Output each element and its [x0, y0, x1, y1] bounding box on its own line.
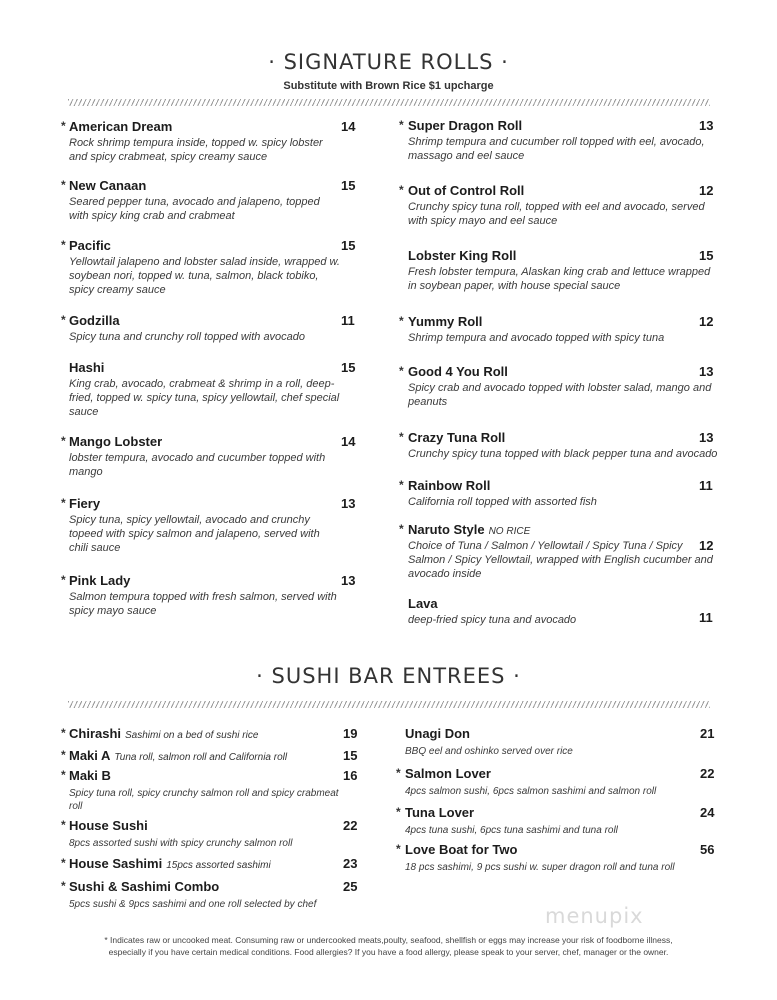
menu-item-price: 15: [699, 248, 714, 263]
menu-item-inline-desc: Sashimi on a bed of sushi rice: [125, 730, 259, 741]
menu-item-price: 25: [343, 879, 358, 894]
menu-item-name-text: Pink Lady: [69, 573, 131, 588]
signature-rolls-title: · SIGNATURE ROLLS ·: [268, 50, 509, 74]
menu-item: [396, 766, 695, 798]
menu-item-name-text: Unagi Don: [405, 726, 470, 741]
menupix-watermark: menupix: [545, 904, 644, 928]
menu-item: [61, 818, 339, 850]
menu-item-name-text: Fiery: [69, 496, 101, 511]
raw-indicator-star: *: [399, 364, 404, 378]
raw-indicator-star: *: [61, 748, 66, 762]
disclaimer-line-1: * Indicates raw or uncooked meat. Consuming raw or undercooked meats,poulty, seafood, shellfish or eggs may increase your risk of foodborne illness,: [104, 935, 673, 945]
menu-item: [396, 805, 695, 837]
menu-item-name-text: Hashi: [69, 360, 105, 375]
menu-item-description: BBQ eel and oshinko served over rice: [405, 746, 573, 757]
raw-indicator-star: *: [399, 522, 404, 536]
raw-indicator-star: *: [61, 178, 66, 192]
menu-item-name: [69, 434, 341, 449]
menu-item-name-text: Lobster King Roll: [408, 248, 517, 263]
menu-item-description: King crab, avocado, crabmeat & shrimp in a roll, deep-fried, topped w. spicy tuna, spicy yellowtail, chef special sauce: [69, 378, 340, 418]
menu-item: [399, 314, 720, 345]
raw-indicator-star: *: [61, 726, 66, 740]
menu-item-name: [405, 726, 695, 741]
menu-item: [396, 842, 695, 874]
menu-item-price: 11: [341, 313, 355, 328]
menu-item-name-text: New Canaan: [69, 178, 147, 193]
menu-item-name: [408, 248, 720, 263]
menu-item: [69, 360, 341, 419]
menu-item-name-text: Maki B: [69, 768, 111, 783]
raw-indicator-star: *: [61, 313, 66, 327]
menu-item-price: 13: [341, 496, 356, 511]
menu-item-name: [69, 360, 341, 375]
menu-item-price: 13: [699, 430, 714, 445]
menu-item-name: [69, 178, 341, 193]
menu-item: [61, 313, 341, 344]
menu-item-name: [69, 496, 341, 511]
menu-item-price: 16: [343, 768, 358, 783]
menu-item-price: 12: [699, 183, 714, 198]
menu-item-name-text: Yummy Roll: [408, 314, 483, 329]
menu-item-price: 22: [700, 766, 715, 781]
menu-item-description: 4pcs tuna sushi, 6pcs tuna sashimi and tuna roll: [405, 825, 618, 836]
menu-item: [61, 178, 341, 223]
menu-item: [61, 119, 341, 164]
menu-item-name-text: Love Boat for Two: [405, 842, 518, 857]
raw-indicator-star: *: [399, 478, 404, 492]
menu-item-description: Seared pepper tuna, avocado and jalapeno, topped with spicy king crab and crabmeat: [69, 196, 320, 222]
menu-item: [61, 879, 339, 911]
menu-item-name: [408, 364, 720, 379]
menu-item-price: 12: [699, 538, 714, 553]
menu-item: [61, 856, 339, 871]
menu-item-name: [69, 726, 339, 741]
menu-item-name-text: Tuna Lover: [405, 805, 475, 820]
menu-item-name: [69, 818, 339, 833]
menu-item-price: 23: [343, 856, 358, 871]
menu-item-price: 14: [341, 119, 356, 134]
menu-item-description: Shrimp tempura and avocado topped with spicy tuna: [408, 332, 665, 344]
menu-item-price: 24: [700, 805, 715, 820]
menu-item-name: [408, 118, 720, 133]
menu-item-description: 8pcs assorted sushi with spicy crunchy salmon roll: [69, 838, 293, 849]
menu-item-description: Spicy tuna and crunchy roll topped with avocado: [69, 331, 306, 343]
menu-item-price: 11: [699, 478, 713, 493]
menu-item: [61, 238, 341, 297]
menu-item-name-text: Godzilla: [69, 313, 120, 328]
menu-item-name-text: Naruto Style: [408, 522, 485, 537]
menu-item-description: lobster tempura, avocado and cucumber topped with mango: [69, 452, 326, 478]
menu-item-price: 12: [699, 314, 714, 329]
menu-item-name-text: Good 4 You Roll: [408, 364, 508, 379]
menu-item-name-text: Pacific: [69, 238, 111, 253]
raw-indicator-star: *: [61, 768, 66, 782]
menu-item-price: 22: [343, 818, 358, 833]
menu-item-name-text: Rainbow Roll: [408, 478, 491, 493]
menu-item-name-text: House Sashimi: [69, 856, 163, 871]
menu-item-inline-desc: Tuna roll, salmon roll and California roll: [114, 752, 288, 763]
menu-item: [408, 248, 720, 293]
menu-item-description: 5pcs sushi & 9pcs sashimi and one roll selected by chef: [69, 899, 317, 910]
menu-item-name-text: Out of Control Roll: [408, 183, 525, 198]
menu-item-name-text: Salmon Lover: [405, 766, 491, 781]
menu-item-name-text: Super Dragon Roll: [408, 118, 523, 133]
menu-item-name: [69, 313, 341, 328]
raw-indicator-star: *: [61, 119, 66, 133]
menu-item: [399, 118, 720, 163]
allergy-disclaimer: [40, 934, 737, 958]
menu-item-inline-desc: 15pcs assorted sashimi: [166, 860, 271, 871]
menu-item-description: Choice of Tuna / Salmon / Yellowtail / Spicy Tuna / Spicy Salmon / Spicy Yellowtail, wrapped with English cucumber and avocado inside: [408, 540, 713, 580]
sushi-bar-entrees-title: · SUSHI BAR ENTREES ·: [256, 664, 521, 688]
raw-indicator-star: *: [61, 573, 66, 587]
menu-item-description: Salmon tempura topped with fresh salmon, served with spicy mayo sauce: [69, 591, 337, 617]
menu-item-name-text: Lava: [408, 596, 438, 611]
menu-item-price: 13: [699, 118, 714, 133]
raw-indicator-star: *: [61, 818, 66, 832]
disclaimer-line-2: especially if you have certain medical conditions. Food allergies? If you have a food allergy, please speak to your server, chef, manager or the owner.: [108, 947, 669, 957]
menu-item-description: Spicy tuna roll, spicy crunchy salmon roll and spicy crabmeat roll: [69, 788, 339, 812]
menu-item-name-text: Sushi & Sashimi Combo: [69, 879, 220, 894]
menu-item-price: 15: [341, 360, 356, 375]
menu-item-price: 15: [343, 748, 358, 763]
raw-indicator-star: *: [61, 856, 66, 870]
menu-item-description: Spicy crab and avocado topped with lobster salad, mango and peanuts: [408, 382, 712, 408]
menu-item-description: Fresh lobster tempura, Alaskan king crab and lettuce wrapped in soybean paper, with house special sauce: [408, 266, 711, 292]
menu-item: [399, 183, 720, 228]
menu-item-name-text: Crazy Tuna Roll: [408, 430, 506, 445]
menu-item-price: 15: [341, 238, 356, 253]
menu-item-price: 15: [341, 178, 356, 193]
divider-zigzag-signature: [68, 99, 710, 106]
menu-item: [61, 726, 339, 741]
raw-indicator-star: *: [399, 118, 404, 132]
raw-indicator-star: *: [396, 805, 401, 819]
menu-item: [399, 430, 720, 461]
menu-item: [399, 364, 720, 409]
menu-item: [405, 726, 695, 758]
menu-item-name-text: Maki A: [69, 748, 111, 763]
menu-item: [61, 496, 341, 555]
menu-item: [399, 478, 720, 509]
menu-item-name: [69, 573, 341, 588]
menu-item: [399, 522, 720, 581]
menu-item-description: Spicy tuna, spicy yellowtail, avocado and crunchy topeed with spicy salmon and jalapeno, served with chili sauce: [69, 514, 320, 554]
menu-item-name: [408, 596, 720, 611]
menu-item-name-text: Mango Lobster: [69, 434, 163, 449]
menu-item-name: [408, 430, 720, 445]
menu-item-name: [69, 856, 339, 871]
menu-item-price: 21: [700, 726, 715, 741]
menu-item-name: [69, 238, 341, 253]
menu-item: [61, 434, 341, 479]
raw-indicator-star: *: [396, 842, 401, 856]
menu-item-description: Crunchy spicy tuna roll, topped with eel and avocado, served with spicy mayo and eel sauce: [408, 201, 705, 227]
menu-item-name: [405, 805, 695, 820]
menu-item-name-text: House Sushi: [69, 818, 148, 833]
menu-item-price: 56: [700, 842, 715, 857]
raw-indicator-star: *: [399, 430, 404, 444]
divider-zigzag-entrees: [68, 701, 710, 708]
menu-item: [61, 573, 341, 618]
menu-item-price: 11: [699, 610, 713, 625]
menu-item-name-text: Chirashi: [69, 726, 122, 741]
menu-item-name: [408, 183, 720, 198]
menu-item-description: 18 pcs sashimi, 9 pcs sushi w. super dragon roll and tuna roll: [405, 862, 675, 873]
raw-indicator-star: *: [399, 314, 404, 328]
raw-indicator-star: *: [61, 238, 66, 252]
raw-indicator-star: *: [396, 766, 401, 780]
menu-item-name: [405, 842, 695, 857]
menu-item-name: [69, 748, 339, 763]
menu-item: [408, 596, 720, 627]
raw-indicator-star: *: [61, 879, 66, 893]
menu-item-description: Rock shrimp tempura inside, topped w. spicy lobster and spicy crabmeat, spicy creamy sauce: [69, 137, 323, 163]
menu-item-price: 14: [341, 434, 356, 449]
menu-item-name: [408, 478, 720, 493]
menu-item-description: Crunchy spicy tuna topped with black pepper tuna and avocado: [408, 448, 718, 460]
menu-item-name: [408, 314, 720, 329]
menu-item-name: [69, 879, 339, 894]
menu-item-name: [408, 522, 720, 537]
menu-item-price: 13: [341, 573, 356, 588]
menu-item-description: Shrimp tempura and cucumber roll topped with eel, avocado, massago and eel sauce: [408, 136, 705, 162]
menu-item-name: [405, 766, 695, 781]
menu-item-description: Yellowtail jalapeno and lobster salad inside, wrapped w. soybean nori, topped w. tuna, salmon, black tobiko, spicy creamy sauce: [69, 256, 340, 296]
menu-item-name-text: American Dream: [69, 119, 173, 134]
menu-item-price: 13: [699, 364, 714, 379]
menu-item-description: 4pcs salmon sushi, 6pcs salmon sashimi and salmon roll: [405, 786, 657, 797]
menu-item: [61, 748, 339, 763]
menu-item-description: deep-fried spicy tuna and avocado: [408, 614, 577, 626]
raw-indicator-star: *: [61, 496, 66, 510]
raw-indicator-star: *: [399, 183, 404, 197]
menu-item-price: 19: [343, 726, 358, 741]
menu-item-name: [69, 768, 339, 783]
menu-item-description: California roll topped with assorted fish: [408, 496, 597, 508]
menu-item: [61, 768, 339, 813]
menu-item-tag: NO RICE: [488, 526, 531, 537]
signature-rolls-subtitle: Substitute with Brown Rice $1 upcharge: [283, 80, 494, 92]
raw-indicator-star: *: [61, 434, 66, 448]
menu-item-name: [69, 119, 341, 134]
